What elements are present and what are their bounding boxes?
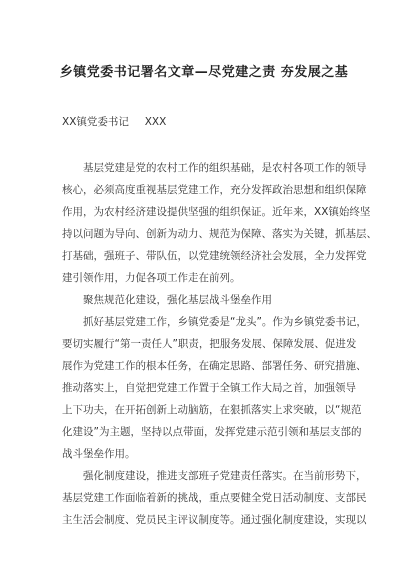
paragraph-line: 化建设”为主题，坚持以点带面，发挥党建示范引领和基层支部的 bbox=[62, 426, 362, 438]
document-title: 乡镇党委书记署名文章—尽党建之责 夯发展之基 bbox=[59, 65, 349, 80]
paragraph-line: 主生活会制度、党员民主评议制度等。通过强化制度建设，实现以 bbox=[62, 514, 367, 526]
author-line: XX镇党委书记 XXX bbox=[62, 116, 167, 128]
paragraph-line: 推动落实上，自觉把党建工作置于全镇工作大局之首，加强领导 bbox=[62, 382, 356, 394]
paragraph-line: 强化制度建设，推进支部班子党建责任落实。在当前形势下， bbox=[83, 470, 367, 482]
paragraph-line: 打基础，强班子、带队伍，以党建统领经济社会发展，全力发挥党 bbox=[62, 250, 367, 262]
paragraph-line: 战斗堡垒作用。 bbox=[62, 448, 136, 460]
paragraph-line: 持以问题为导向、创新为动力、规范为保障、落实为关键，抓基层、 bbox=[62, 228, 377, 240]
paragraph-line: 核心，必须高度重视基层党建工作，充分发挥政治思想和组织保障 bbox=[62, 184, 367, 196]
paragraph-line: 作用，为农村经济建设提供坚强的组织保证。近年来，XX镇始终坚 bbox=[62, 206, 371, 218]
paragraph-line: 建引领作用，力促各项工作走在前列。 bbox=[62, 272, 241, 284]
paragraph-line: 抓好基层党建工作，乡镇党委是“龙头”。作为乡镇党委书记， bbox=[83, 316, 367, 328]
paragraph-line: 上下功夫，在开拓创新上动脑筋，在狠抓落实上求突破，以“规范 bbox=[62, 404, 362, 416]
section-heading: 聚焦规范化建设，强化基层战斗堡垒作用 bbox=[83, 294, 272, 306]
paragraph-line: 展作为党建工作的根本任务，在确定思路、部署任务、研究措施、 bbox=[62, 360, 367, 372]
paragraph-line: 基层党建工作面临着新的挑战，重点要健全党日活动制度、支部民 bbox=[62, 492, 367, 504]
paragraph-line: 要切实履行“第一责任人”职责，把服务发展、保障发展、促进发 bbox=[62, 338, 357, 350]
paragraph-line: 基层党建是党的农村工作的组织基础，是农村各项工作的领导 bbox=[83, 162, 367, 174]
article-body bbox=[62, 157, 377, 531]
